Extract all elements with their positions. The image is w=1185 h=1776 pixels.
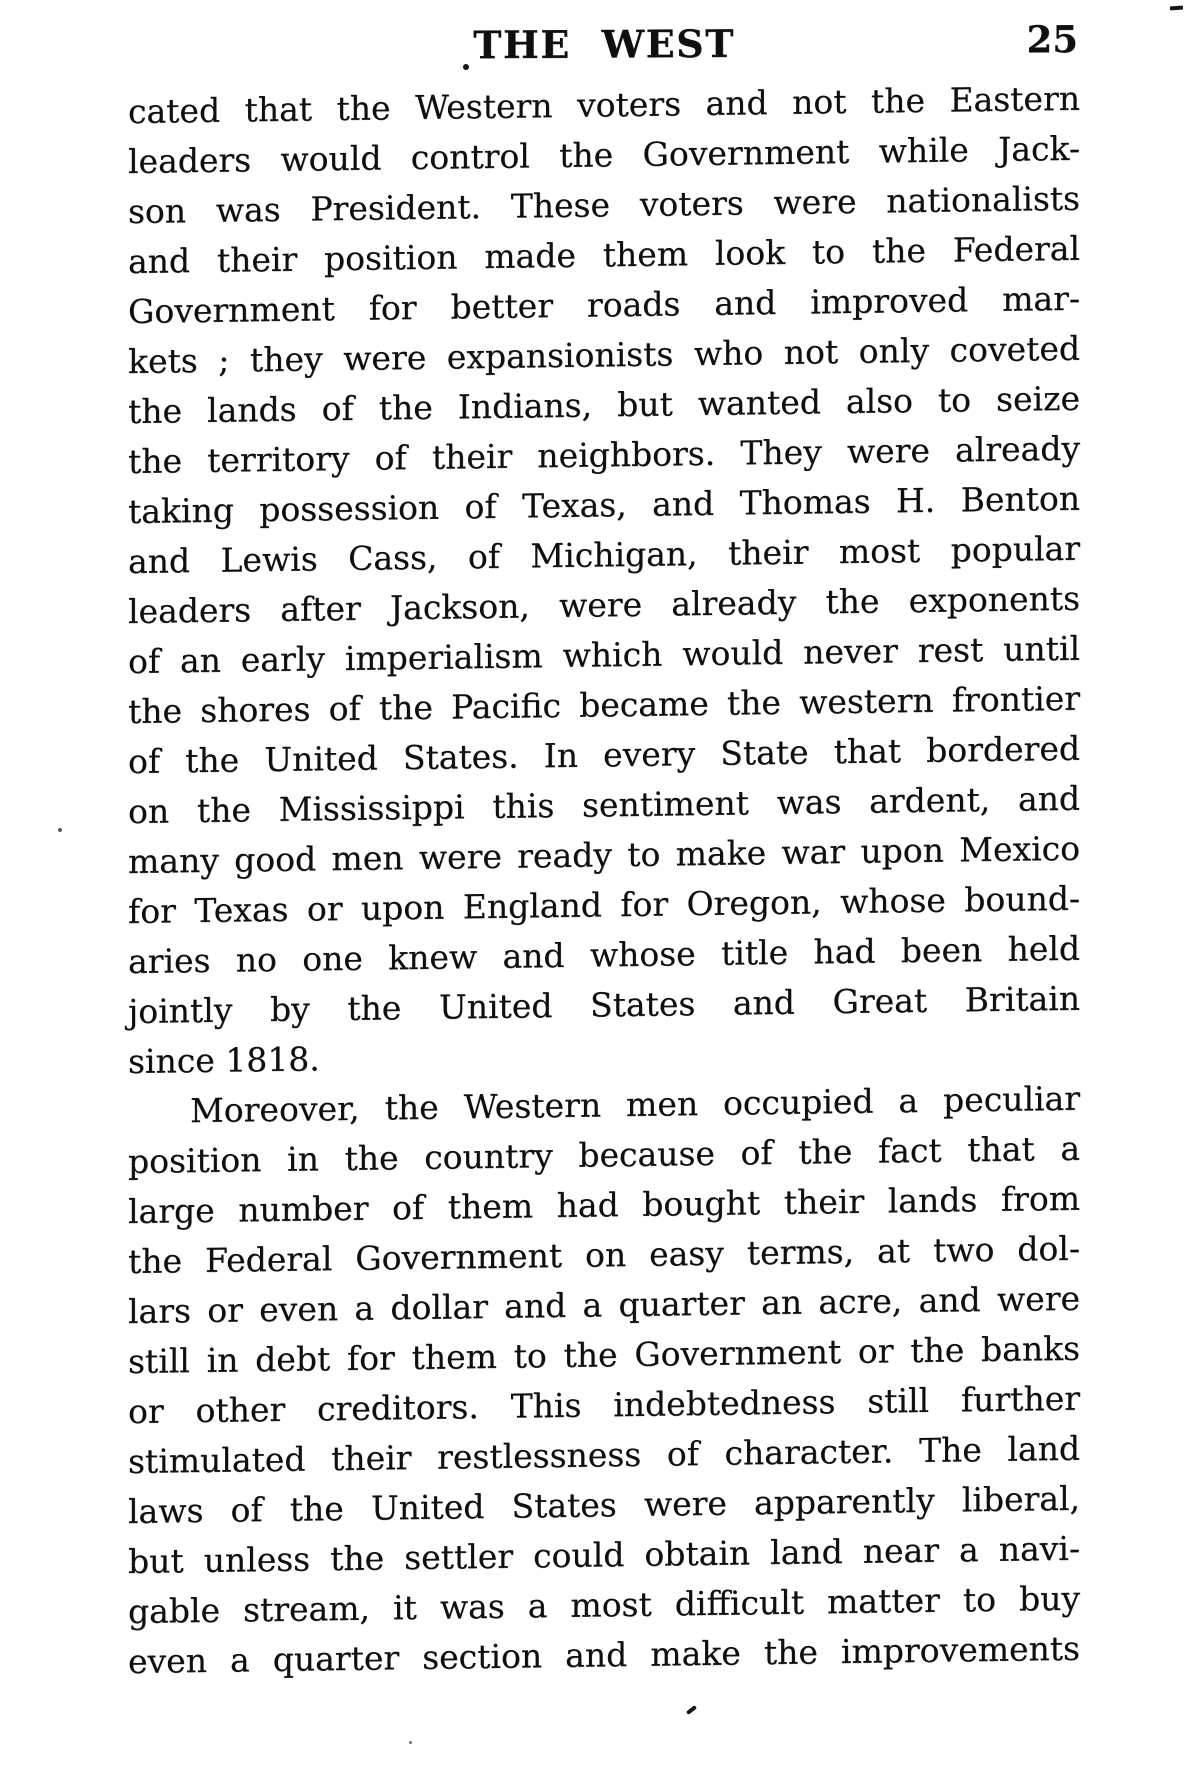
text-line: for Texas or upon England for Oregon, whose bound- (128, 878, 1080, 931)
text-line: but unless the settler could obtain land near a navi- (128, 1528, 1080, 1581)
text-line: and Lewis Cass, of Michigan, their most popular (128, 528, 1080, 581)
scan-artifact-tick (686, 1705, 697, 1715)
text-line: the territory of their neighbors. They were already (128, 428, 1080, 481)
scan-artifact-dot (409, 1741, 412, 1744)
text-line: since 1818. (128, 1039, 320, 1081)
text-line: many good men were ready to make war upon Mexico (128, 828, 1080, 881)
text-line: taking possession of Texas, and Thomas H. Benton (128, 478, 1080, 531)
page-number: 25 (1026, 17, 1078, 62)
text-line: or other creditors. This indebtedness still further (128, 1378, 1080, 1431)
text-line: leaders would control the Government while Jack- (128, 128, 1080, 181)
text-line: leaders after Jackson, were already the exponents (128, 578, 1080, 631)
text-line: large number of them had bought their lands from (128, 1178, 1080, 1231)
text-line: cated that the Western voters and not the Eastern (128, 78, 1080, 131)
text-line: the lands of the Indians, but wanted also to seize (128, 378, 1080, 431)
text-line: still in debt for them to the Government or the banks (128, 1328, 1080, 1381)
scan-artifact-tick (1170, 6, 1183, 11)
paragraph (128, 1074, 1080, 1687)
scan-artifact-dot (58, 828, 62, 832)
text-line: on the Mississippi this sentiment was ardent, and (128, 778, 1080, 831)
text-line: even a quarter section and make the improvements (128, 1628, 1080, 1681)
scan-artifact-dot (463, 64, 469, 70)
text-line: of the United States. In every State that bordered (128, 728, 1080, 781)
paragraph (128, 74, 1080, 1087)
text-line: laws of the United States were apparently liberal, (128, 1478, 1080, 1531)
text-line: jointly by the United States and Great Britain (128, 978, 1080, 1031)
text-line: Government for better roads and improved mar- (128, 278, 1080, 331)
text-line: and their position made them look to the Federal (128, 228, 1080, 281)
page-header-title: THE WEST (473, 20, 735, 68)
text-line: stimulated their restlessness of character. The land (128, 1428, 1080, 1481)
text-line: position in the country because of the fact that a (128, 1128, 1080, 1181)
text-line: aries no one knew and whose title had been held (128, 928, 1080, 981)
text-line: Moreover, the Western men occupied a peculiar (190, 1078, 1080, 1131)
running-head (128, 17, 1080, 74)
text-line: the Federal Government on easy terms, at two dol- (128, 1228, 1080, 1281)
text-line: son was President. These voters were nationalists (128, 178, 1080, 231)
text-line: the shores of the Pacific became the western frontier (128, 678, 1080, 731)
text-line: gable stream, it was a most difficult matter to buy (128, 1578, 1080, 1631)
text-line: of an early imperialism which would never rest until (128, 628, 1080, 681)
text-line: lars or even a dollar and a quarter an acre, and were (128, 1278, 1080, 1331)
text-line: kets ; they were expansionists who not only coveted (128, 328, 1080, 381)
page-body (128, 74, 1080, 1687)
